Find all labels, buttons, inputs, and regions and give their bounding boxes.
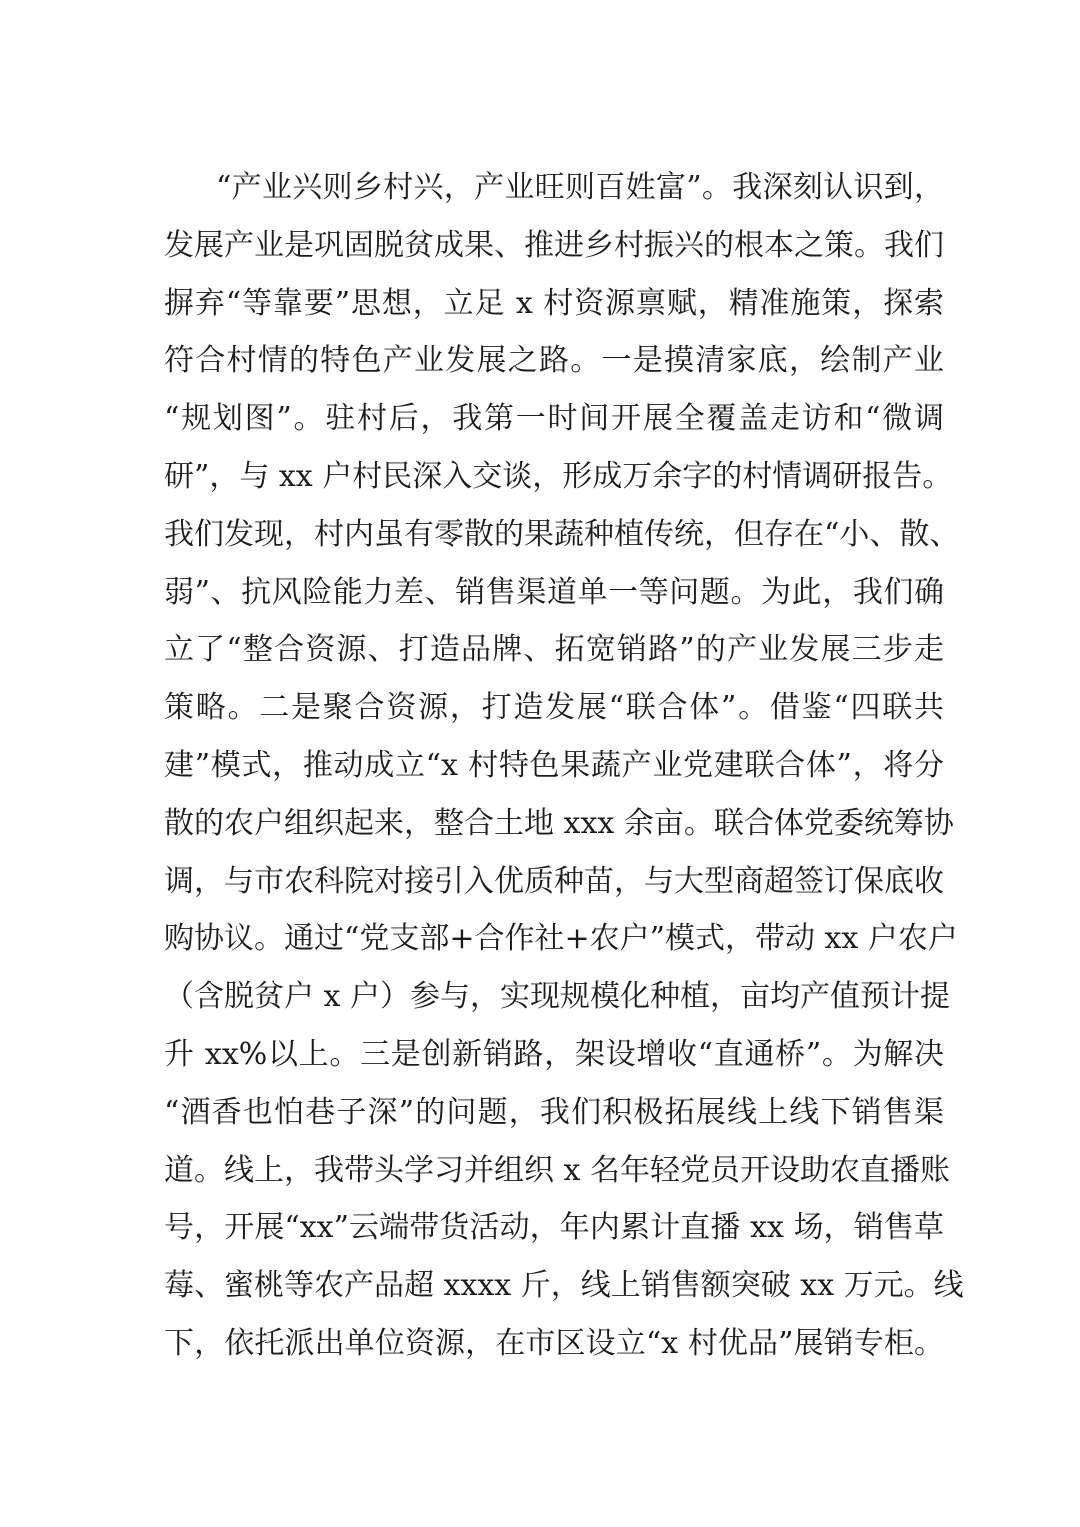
paragraph-line-11: 建”模式，推动成立“x 村特色果蔬产业党建联合体”，将分 bbox=[164, 747, 944, 783]
paragraph-line-7: 我们发现，村内虽有零散的果蔬种植传统，但存在“小、散、 bbox=[164, 516, 960, 552]
paragraph-line-9: 立了“整合资源、打造品牌、拓宽销路”的产业发展三步走 bbox=[164, 632, 944, 668]
paragraph-line-19: 号，开展“xx”云端带货活动，年内累计直播 xx 场，销售草 bbox=[164, 1210, 944, 1246]
paragraph-line-16: 升 xx%以上。三是创新销路，架设增收“直通桥”。为解决 bbox=[164, 1036, 944, 1072]
paragraph-line-13: 调，与市农科院对接引入优质种苗，与大型商超签订保底收 bbox=[164, 863, 944, 899]
paragraph-line-17: “酒香也怕巷子深”的问题，我们积极拓展线上线下销售渠 bbox=[164, 1094, 944, 1130]
paragraph-line-2: 发展产业是巩固脱贫成果、推进乡村振兴的根本之策。我们 bbox=[164, 227, 944, 263]
paragraph-line-18: 道。线上，我带头学习并组织 x 名年轻党员开设助农直播账 bbox=[164, 1152, 950, 1188]
paragraph-line-6: 研”，与 xx 户村民深入交谈，形成万余字的村情调研报告。 bbox=[164, 458, 953, 494]
paragraph-line-5: “规划图”。驻村后，我第一时间开展全覆盖走访和“微调 bbox=[164, 401, 944, 437]
body-paragraph bbox=[164, 159, 964, 1373]
paragraph-line-10: 策略。二是聚合资源，打造发展“联合体”。借鉴“四联共 bbox=[164, 690, 944, 726]
paragraph-line-3: 摒弃“等靠要”思想，立足 x 村资源禀赋，精准施策，探索 bbox=[164, 285, 944, 321]
paragraph-line-8: 弱”、抗风险能力差、销售渠道单一等问题。为此，我们确 bbox=[164, 574, 944, 610]
paragraph-line-20: 莓、蜜桃等农产品超 xxxx 斤，线上销售额突破 xx 万元。线 bbox=[164, 1268, 964, 1304]
paragraph-line-21: 下，依托派出单位资源，在市区设立“x 村优品”展销专柜。 bbox=[164, 1325, 944, 1361]
paragraph-line-4: 符合村情的特色产业发展之路。一是摸清家底，绘制产业 bbox=[164, 343, 944, 379]
paragraph-line-14: 购协议。通过“党支部+合作社+农户”模式，带动 xx 户农户 bbox=[164, 921, 958, 957]
paragraph-line-12: 散的农户组织起来，整合土地 xxx 余亩。联合体党委统筹协 bbox=[164, 805, 954, 841]
paragraph-line-15: （含脱贫户 x 户）参与，实现规模化种植，亩均产值预计提 bbox=[164, 979, 950, 1015]
paragraph-line-1: “产业兴则乡村兴，产业旺则百姓富”。我深刻认识到， bbox=[216, 170, 944, 205]
